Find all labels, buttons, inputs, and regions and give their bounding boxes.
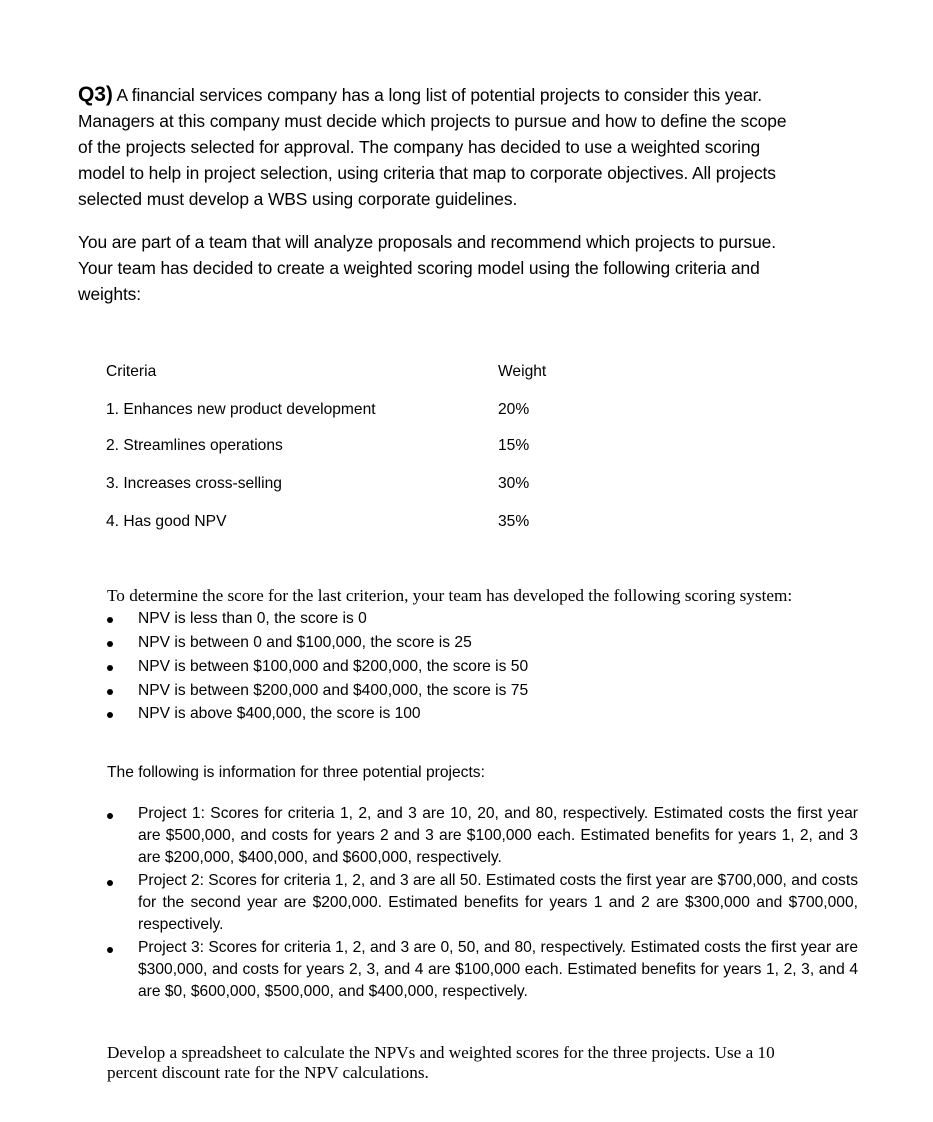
team-paragraph	[78, 229, 878, 307]
projects-intro: The following is information for three potential projects:	[107, 764, 485, 781]
closing-line-1: Develop a spreadsheet to calculate the NPVs and weighted scores for the three projects. Use a 10	[107, 1043, 775, 1062]
intro-line-4: model to help in project selection, using criteria that map to corporate objectives. All projects	[78, 163, 776, 183]
criteria-row-1: 1. Enhances new product development	[106, 401, 376, 418]
intro-line-1: Q3) A financial services company has a long list of potential projects to consider this year.	[78, 83, 763, 106]
bullet-icon	[107, 617, 113, 623]
weight-row-2: 15%	[498, 437, 530, 454]
bullet-icon	[107, 813, 113, 819]
team-line-1: You are part of a team that will analyze proposals and recommend which projects to pursue.	[78, 232, 776, 252]
bullet-icon	[107, 665, 113, 671]
criteria-row-3: 3. Increases cross-selling	[106, 475, 282, 492]
project-3-text: Project 3: Scores for criteria 1, 2, and 3 are 0, 50, and 80, respectively. Estimated costs the first year are $300,000, and costs for years 2, 3, and 4 are $100,000 each. Estimated benefits for years 1, 2, 3, and 4 are $0, $600,000, $500,000, and $400,000, respectively.	[138, 939, 858, 1000]
scoring-bullet-text-5: NPV is above $400,000, the score is 100	[138, 705, 421, 722]
closing-paragraph	[107, 1043, 867, 1083]
bullet-icon	[107, 712, 113, 718]
project-bullet-3	[107, 938, 113, 953]
intro-line-3: of the projects selected for approval. The company has decided to use a weighted scoring	[78, 137, 761, 157]
question-label: Q3)	[78, 83, 113, 106]
project-1-text: Project 1: Scores for criteria 1, 2, and 3 are 10, 20, and 80, respectively. Estimated costs the first year are $500,000, and costs for years 2 and 3 are $100,000 each. Estimated benefits for years 1, 2, and 3 are $200,000, $400,000, and $600,000, respectively.	[138, 805, 858, 866]
scoring-bullet-4	[107, 680, 113, 695]
team-line-2: Your team has decided to create a weighted scoring model using the following criteria and	[78, 258, 760, 278]
bullet-icon	[107, 641, 113, 647]
weight-header: Weight	[498, 363, 547, 380]
intro-line-2: Managers at this company must decide which projects to pursue and how to define the scope	[78, 111, 787, 131]
scoring-bullet-text-4: NPV is between $200,000 and $400,000, the score is 75	[138, 682, 529, 699]
weight-row-3: 30%	[498, 475, 530, 492]
project-2-text: Project 2: Scores for criteria 1, 2, and 3 are all 50. Estimated costs the first year are $700,000, and costs for the second year are $200,000. Estimated benefits for years 1 and 2 are $300,000 and $700,000, respectively.	[138, 872, 858, 933]
scoring-bullet-text-1: NPV is less than 0, the score is 0	[138, 610, 367, 627]
scoring-bullet-3	[107, 656, 113, 671]
scoring-intro: To determine the score for the last criterion, your team has developed the following scoring system:	[107, 586, 793, 605]
criteria-row-4: 4. Has good NPV	[106, 513, 227, 530]
weight-row-1: 20%	[498, 401, 530, 418]
intro-paragraph	[78, 82, 878, 212]
intro-line-5: selected must develop a WBS using corporate guidelines.	[78, 189, 518, 209]
scoring-bullet-5	[107, 703, 113, 718]
project-bullet-1	[107, 804, 113, 819]
team-line-3: weights:	[78, 284, 141, 304]
bullet-icon	[107, 689, 113, 695]
scoring-bullet-2	[107, 632, 113, 647]
closing-line-2: percent discount rate for the NPV calculations.	[107, 1063, 429, 1082]
weight-row-4: 35%	[498, 513, 530, 530]
criteria-row-2: 2. Streamlines operations	[106, 437, 283, 454]
bullet-icon	[107, 947, 113, 953]
criteria-header: Criteria	[106, 363, 157, 380]
bullet-icon	[107, 880, 113, 886]
scoring-bullet-1	[107, 608, 113, 623]
scoring-bullet-text-2: NPV is between 0 and $100,000, the score is 25	[138, 634, 472, 651]
scoring-bullet-text-3: NPV is between $100,000 and $200,000, the score is 50	[138, 658, 529, 675]
project-bullet-2	[107, 871, 113, 886]
